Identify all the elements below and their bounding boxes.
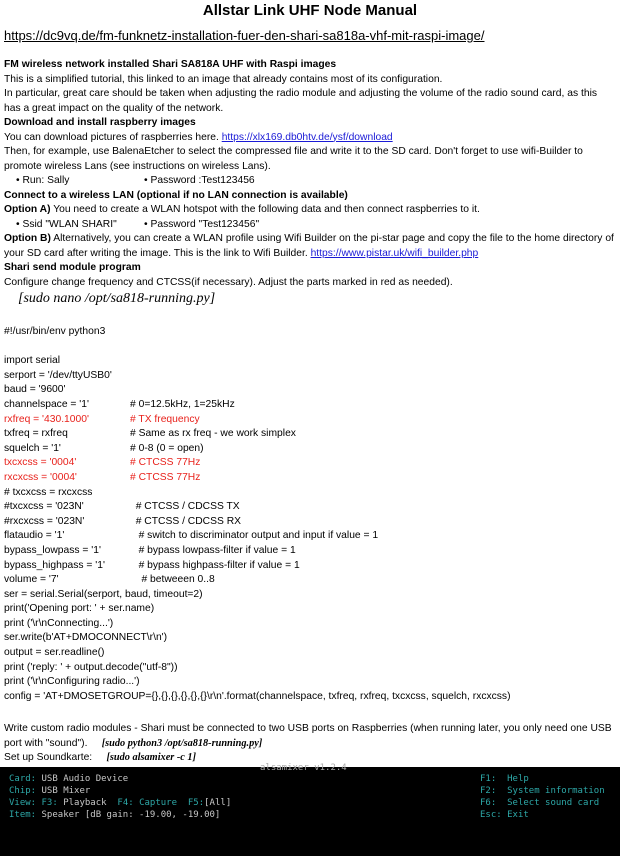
code-line: [4, 690, 616, 705]
code-statement: import serial: [4, 355, 61, 367]
code-statement: baud = '9600': [4, 384, 66, 396]
code-line: [4, 383, 616, 398]
code-line: [4, 471, 616, 486]
code-comment: # switch to discriminator output and input if value = 1: [130, 530, 379, 542]
code-statement: # txcxcss = rxcxcss: [4, 486, 93, 498]
code-statement: print ('\r\nConnecting...'): [4, 617, 114, 629]
bullet-run: • Run: Sally: [16, 175, 70, 186]
download-bullets: [4, 174, 616, 189]
nano-command: [sudo nano /opt/sa818-running.py]: [18, 291, 216, 306]
terminal-title: alsamixer v1.2.4: [260, 763, 347, 773]
code-statement: txfreq = rxfreq: [4, 428, 68, 440]
code-line: [4, 486, 616, 501]
code-statement: print ('\r\nConfiguring radio...'): [4, 676, 140, 688]
alsamixer-terminal: [0, 763, 620, 856]
code-line: [4, 413, 616, 428]
code-statement: rxfreq = '430.1000': [4, 413, 89, 425]
code-statement: config = 'AT+DMOSETGROUP={},{},{},{},{},{}\r\n'.format(channelspace, txfreq, rxfreq, txcxcss, squelch, rxcxcss): [4, 690, 511, 702]
code-line: [4, 369, 616, 384]
code-statement: squelch = '1': [4, 442, 61, 454]
alsamixer-command: [sudo alsamixer -c 1]: [106, 752, 197, 763]
code-statement: ser = serial.Serial(serport, baud, timeout=2): [4, 588, 203, 600]
code-line: [4, 398, 616, 413]
option-b: Option B) Alternatively, you can create a WLAN profile using Wifi Builder on the pi-star page and copy the file to the home directory of your SD card after writing the image. This is the link to Wifi Builder. https://www.pistar.uk/wifi_builder.php: [4, 233, 614, 259]
code-statement: volume = '7': [4, 574, 59, 586]
code-line: [4, 456, 616, 471]
download-line2: Then, for example, use BalenaEtcher to select the compressed file and write it to the SD card. Don't forget to use wifi-Builder to promote wireless Lans (see instructions on wireless Lans).: [4, 146, 583, 172]
item-row: Item: Speaker [dB gain: -19.00, -19.00]: [9, 810, 221, 820]
program-heading: Shari send module program: [4, 262, 141, 273]
code-line: [4, 544, 616, 559]
code-statement: output = ser.readline(): [4, 647, 105, 659]
code-line: [4, 354, 616, 369]
wifi-builder-link[interactable]: https://www.pistar.uk/wifi_builder.php: [310, 247, 479, 259]
code-comment: # CTCSS / CDCSS RX: [130, 515, 241, 527]
soundcard-key[interactable]: F6: Select sound card: [480, 798, 600, 808]
code-comment: # betweeen 0..8: [130, 574, 215, 586]
code-statement: print ('reply: ' + output.decode("utf-8")): [4, 661, 178, 673]
code-statement: ser.write(b'AT+DMOCONNECT\r\n'): [4, 632, 168, 644]
bullet-ssid: • Ssid "WLAN SHARI": [16, 218, 117, 230]
bullet-password: • Password :Test123456: [144, 175, 255, 186]
code-statement: rxcxcss = '0004': [4, 471, 77, 483]
code-line: [4, 661, 616, 676]
download-heading: Download and install raspberry images: [4, 117, 196, 128]
code-comment: # TX frequency: [130, 413, 200, 425]
code-line: [4, 617, 616, 632]
tail-text: Write custom radio modules - Shari must be connected to two USB ports on Raspberries (when running later, you only need one USB port with "sound"). [sudo python3 /opt/sa818-running.py]: [4, 723, 612, 749]
code-comment: # bypass lowpass-filter if value = 1: [130, 544, 296, 556]
code-statement: #txcxcss = '023N': [4, 501, 84, 513]
card-row: Card: USB Audio Device: [9, 774, 129, 784]
view-playback[interactable]: Playback: [63, 798, 107, 808]
code-statement: print('Opening port: ' + ser.name): [4, 603, 155, 615]
document-body: [4, 58, 616, 307]
code-line: [4, 602, 616, 617]
wlan-bullets: [4, 218, 616, 233]
bullet-wlan-password: • Password "Test123456": [144, 218, 260, 230]
code-comment: # Same as rx freq - we work simplex: [130, 428, 296, 440]
sysinfo-key[interactable]: F2: System information: [480, 786, 605, 796]
code-statement: #rxcxcss = '023N': [4, 515, 85, 527]
code-line: [4, 515, 616, 530]
intro-heading: FM wireless network installed Shari SA818A UHF with Raspi images: [4, 59, 337, 70]
code-statement: bypass_lowpass = '1': [4, 544, 101, 556]
code-lines: [4, 354, 616, 704]
code-comment: # 0-8 (0 = open): [130, 442, 204, 454]
chip-row: Chip: USB Mixer: [9, 786, 91, 796]
program-text: Configure change frequency and CTCSS(if necessary). Adjust the parts marked in red as needed).: [4, 276, 453, 288]
code-line: [4, 427, 616, 442]
code-line: [4, 442, 616, 457]
tail-section: [4, 722, 616, 766]
soundcard-line: Set up Soundkarte: [sudo alsamixer -c 1]: [4, 752, 197, 763]
exit-key[interactable]: Esc: Exit: [480, 810, 529, 820]
code-line: [4, 529, 616, 544]
code-line: [4, 500, 616, 515]
code-comment: # 0=12.5kHz, 1=25kHz: [130, 398, 235, 410]
view-row: View: F3: Playback F4: Capture F5:[All]: [9, 798, 232, 808]
download-line1: You can download pictures of raspberries here. https://xlx169.db0htv.de/ysf/download: [4, 131, 393, 143]
code-comment: # bypass highpass-filter if value = 1: [130, 559, 300, 571]
main-url-link[interactable]: https://dc9vq.de/fm-funknetz-installation-fuer-den-shari-sa818a-vhf-mit-raspi-image/: [4, 28, 485, 43]
code-comment: # CTCSS / CDCSS TX: [130, 501, 240, 513]
code-statement: flataudio = '1': [4, 530, 65, 542]
code-line: [4, 646, 616, 661]
blank-line: [4, 340, 616, 355]
download-link[interactable]: https://xlx169.db0htv.de/ysf/download: [221, 131, 393, 143]
view-capture[interactable]: Capture: [139, 798, 178, 808]
python-command: [sudo python3 /opt/sa818-running.py]: [101, 737, 263, 749]
help-key[interactable]: F1: Help: [480, 774, 529, 784]
code-statement: bypass_highpass = '1': [4, 559, 105, 571]
code-statement: channelspace = '1': [4, 398, 89, 410]
code-listing: [4, 325, 616, 704]
shebang-line: #!/usr/bin/env python3: [4, 326, 106, 337]
intro-line2: In particular, great care should be taken when adjusting the radio module and adjusting the volume of the radio sound card, as this has a great impact on the quality of the network.: [4, 88, 598, 114]
intro-line1: This is a simplified tutorial, this linked to an image that already contains most of its configuration.: [4, 73, 443, 85]
code-comment: # CTCSS 77Hz: [130, 457, 201, 469]
option-a: Option A) You need to create a WLAN hotspot with the following data and then connect raspberries to it.: [4, 204, 480, 215]
code-statement: serport = '/dev/ttyUSB0': [4, 369, 112, 381]
code-line: [4, 559, 616, 574]
code-line: [4, 573, 616, 588]
code-statement: txcxcss = '0004': [4, 457, 77, 469]
code-comment: # CTCSS 77Hz: [130, 471, 201, 483]
page-title: Allstar Link UHF Node Manual: [202, 2, 418, 19]
code-line: [4, 631, 616, 646]
wlan-heading: Connect to a wireless LAN (optional if no LAN connection is available): [4, 189, 348, 201]
code-line: [4, 675, 616, 690]
view-all[interactable]: [All]: [204, 798, 232, 808]
code-line: [4, 588, 616, 603]
